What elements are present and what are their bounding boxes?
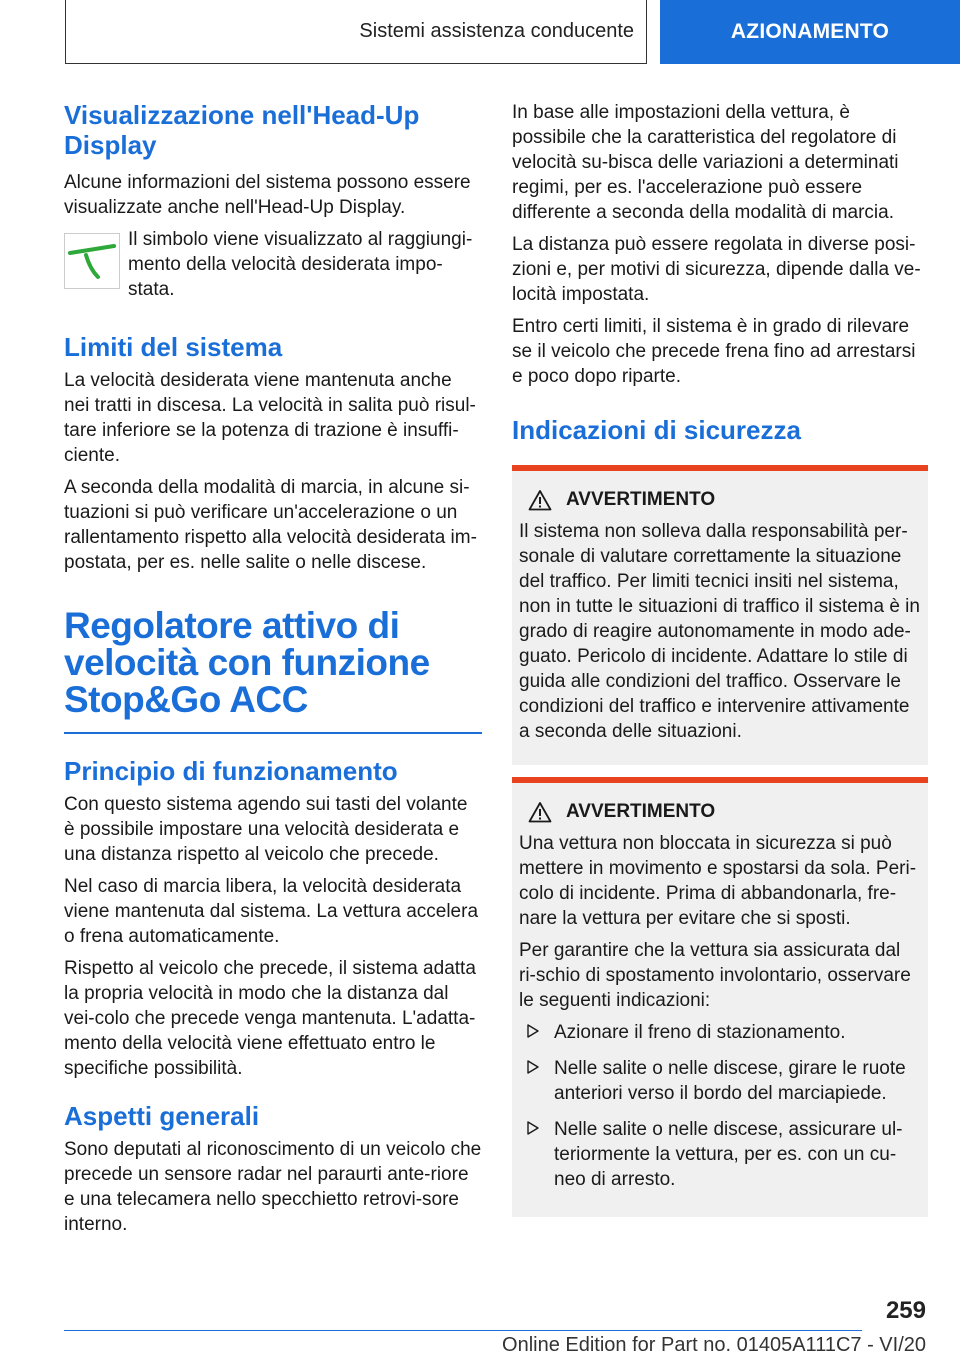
principle-heading: Principio di funzionamento — [64, 756, 398, 786]
list-item: Nelle salite o nelle discese, girare le ruote anteriori verso il bordo del marciapiede. — [519, 1056, 921, 1106]
warning-label-1: AVVERTIMENTO — [566, 489, 716, 510]
warning-box-2 — [512, 777, 928, 1217]
header-chapter-title: AZIONAMENTO — [730, 20, 890, 43]
warning-label-2: AVVERTIMENTO — [566, 801, 716, 822]
left-column — [64, 100, 482, 1244]
warning-bullet-list — [519, 1020, 921, 1192]
title-rule — [64, 732, 482, 734]
hud-icon-text: Il simbolo viene visualizzato al raggiungi-mento della velocità desiderata impo-stata. — [128, 229, 473, 300]
hud-heading: Visualizzazione nell'Head-Up Display — [64, 100, 420, 160]
right-paragraph-1: In base alle impostazioni della vettura, è possibile che la caratteristica del regolatore di velocità su-bisca delle variazioni a determinati regimi, per es. l'accelerazione può essere differente a seconda della modalità di marcia. — [512, 102, 899, 223]
limits-paragraph-1: La velocità desiderata viene mantenuta anche nei tratti in discesa. La velocità in salita può risul-tare inferiore se la potenza di trazione è insuffi-ciente. — [64, 370, 476, 466]
safety-heading: Indicazioni di sicurezza — [512, 415, 801, 445]
footer-edition: Online Edition for Part no. 01405A111C7 - VI/20 — [502, 1334, 926, 1356]
list-item: Nelle salite o nelle discese, assicurare ul-teriormente la vettura, per es. con un cu-neo di arresto. — [519, 1117, 921, 1192]
warning-text-2b: Per garantire che la vettura sia assicurata dal ri-schio di spostamento involontario, osservare le seguenti indicazioni: — [519, 940, 911, 1011]
right-column — [512, 100, 928, 1217]
main-title: Regolatore attivo di velocità con funzione Stop&Go ACC — [64, 605, 430, 720]
right-paragraph-3: Entro certi limiti, il sistema è in grado di rilevare se il veicolo che precede frena fino ad arrestarsi e poco dopo riparte. — [512, 316, 916, 387]
warning-text-2a: Una vettura non bloccata in sicurezza si può mettere in movimento e spostarsi da sola. Peri-colo di incidente. Prima di abbandonarla, fre-nare la vettura per evitare che si sposti. — [519, 833, 917, 929]
limits-paragraph-2: A seconda della modalità di marcia, in alcune si-tuazioni si può verificare un'accelerazione o un rallentamento rispetto alla velocità desiderata im-postata, per es. nelle salite o nelle discese. — [64, 477, 477, 573]
principle-paragraph-1: Con questo sistema agendo sui tasti del volante è possibile impostare una velocità desiderata e una distanza rispetto al veicolo che precede. — [64, 794, 468, 865]
triangle-bullet-icon — [527, 1024, 539, 1038]
warning-title-1 — [519, 489, 921, 511]
speed-reached-icon — [64, 233, 120, 289]
header-section-title: Sistemi assistenza conducente — [359, 20, 634, 42]
list-item: Azionare il freno di stazionamento. — [519, 1020, 921, 1045]
principle-paragraph-3: Rispetto al veicolo che precede, il sistema adatta la propria velocità in modo che la distanza dal vei-colo che precede venga mantenuta. L'adatta-mento della velocità viene effettuato entro le specifiche possibilità. — [64, 958, 476, 1079]
hud-icon-row — [64, 227, 482, 302]
warning-title-2 — [519, 801, 921, 823]
warning-box-1 — [512, 465, 928, 765]
general-heading: Aspetti generali — [64, 1101, 260, 1131]
footer-rule — [64, 1330, 862, 1331]
triangle-bullet-icon — [527, 1060, 539, 1074]
right-paragraph-2: La distanza può essere regolata in diverse posi-zioni e, per motivi di sicurezza, dipende dalla ve-locità impostata. — [512, 234, 921, 305]
hud-text: Alcune informazioni del sistema possono essere visualizzate anche nell'Head-Up Display. — [64, 172, 471, 218]
warning-triangle-icon — [528, 489, 552, 511]
warning-triangle-icon — [528, 801, 552, 823]
header-section-tab — [65, 0, 647, 64]
triangle-bullet-icon — [527, 1121, 539, 1135]
general-paragraph-1: Sono deputati al riconoscimento di un veicolo che precede un sensore radar nel paraurti ante-riore e una telecamera nello specchietto retrovi-sore interno. — [64, 1139, 482, 1235]
header-chapter-tab — [660, 0, 960, 64]
page-number: 259 — [885, 1297, 926, 1324]
principle-paragraph-2: Nel caso di marcia libera, la velocità desiderata viene mantenuta dal sistema. La vettura accelera o frena automaticamente. — [64, 876, 479, 947]
warning-text-1: Il sistema non solleva dalla responsabilità per-sonale di valutare correttamente la situazione del traffico. Per limiti tecnici insiti nel sistema, non in tutte le situazioni di traffico il sistema è in grado di reagire autonomamente in modo ade-guato. Pericolo di incidente. Adattare lo stile di guida alle condizioni del traffico. Osservare le condizioni del traffico e intervenire attivamente a seconda delle situazioni. — [519, 521, 920, 742]
limits-heading: Limiti del sistema — [64, 332, 283, 362]
